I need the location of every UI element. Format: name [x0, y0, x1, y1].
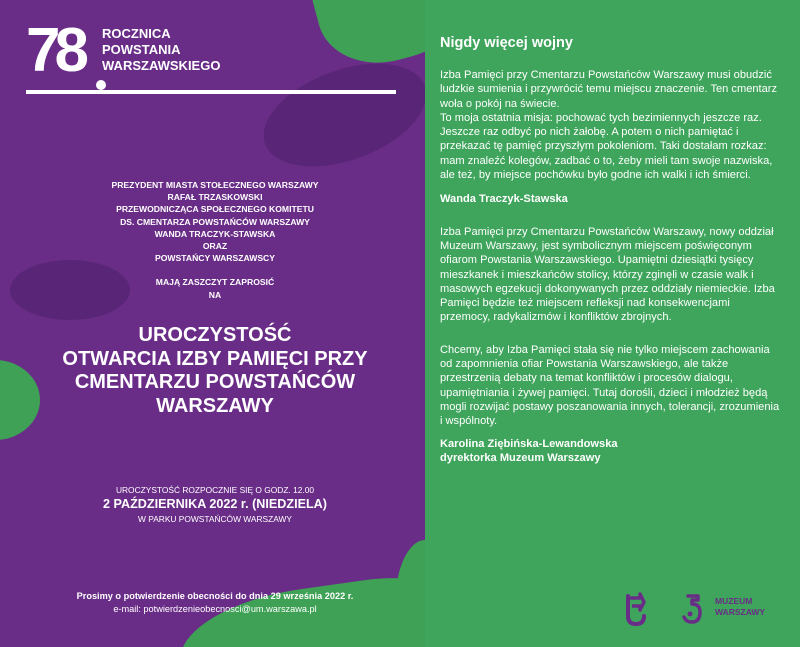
- event-start-time: UROCZYSTOŚĆ ROZPOCZNIE SIĘ O GODZ. 12.00: [115, 485, 315, 495]
- text-panel: [425, 0, 800, 647]
- rsvp-email[interactable]: e-mail: potwierdzenieobecnosci@um.warszawa.pl: [113, 603, 317, 614]
- inviter-line: ORAZ: [202, 241, 228, 252]
- anniversary-text: [102, 26, 220, 74]
- inviter-line: RAFAŁ TRZASKOWSKI: [167, 192, 263, 203]
- event-date: 2 PAŹDZIERNIKA 2022 r. (NIEDZIELA): [103, 497, 327, 511]
- inviters-block: [60, 179, 370, 301]
- logo-line: WARSZAWSKIEGO: [102, 58, 221, 73]
- decor-texture: [250, 44, 425, 187]
- inviter-line: NA: [208, 289, 222, 300]
- event-title: UROCZYSTOŚĆ OTWARCIA IZBY PAMIĘCI PRZY CMENTARZU POWSTAŃCÓW WARSZAWY: [62, 324, 368, 417]
- event-details: [40, 484, 390, 525]
- signature: Wanda Traczyk-Stawska: [440, 193, 568, 206]
- museum-logo-text: MUZEUM WARSZAWY: [715, 596, 766, 617]
- anniversary-number: 78: [26, 16, 83, 85]
- logo-underline: [26, 90, 396, 94]
- logo-dot: [96, 80, 106, 90]
- section-heading: Nigdy więcej wojny: [440, 35, 573, 51]
- inviter-line: DS. CMENTARZA POWSTAŃCÓW WARSZAWY: [120, 216, 310, 227]
- paragraph: Izba Pamięci przy Cmentarzu Powstańców Warszawy, nowy oddział Muzeum Warszawy, jest symbolicznym miejscem poświęconym ofiarom Powstania Warszawskiego. Upamiętni dziesiątki tysięcy mieszkanek i mieszkańców stolicy, którzy zginęli w czasie walk i masowych egzekucji dokonywanych przez oddziały niemieckie. Izba Pamięci będzie też miejscem refleksji nad konsekwencjami przemocy, radykalizmów i konfliktów zbrojnych.: [440, 225, 775, 324]
- inviter-line: WANDA TRACZYK-STAWSKA: [154, 228, 276, 239]
- museum-warsaw-mermaid-icon: [684, 596, 700, 622]
- rsvp-deadline: Prosimy o potwierdzenie obecności do dnia 29 września 2022 r.: [76, 591, 354, 601]
- signature-name: Karolina Ziębińska-Lewandowska: [440, 437, 618, 450]
- inviter-line: PRZEWODNICZĄCA SPOŁECZNEGO KOMITETU: [116, 204, 314, 215]
- inviter-line: PREZYDENT MIASTA STOŁECZNEGO WARSZAWY: [111, 180, 319, 190]
- event-place: W PARKU POWSTAŃCÓW WARSZAWY: [138, 514, 292, 524]
- rsvp-block: [20, 590, 410, 615]
- paragraph: Chcemy, aby Izba Pamięci stała się nie tylko miejscem zachowania od zapomnienia ofiar Powstania Warszawskiego, ale także przestrzenią debaty na temat konfliktów i procesów dialogu, upamiętniania i żywej pamięci. Tutaj dorośli, dzieci i młodzież będą mogli rozwijać postawy poszanowania innych, tolerancji, zrozumienia i wspólnoty.: [440, 343, 780, 428]
- logo-line: ROCZNICA: [102, 26, 171, 41]
- signature-title: dyrektorka Muzeum Warszawy: [440, 451, 601, 464]
- inviter-line: POWSTAŃCY WARSZAWSCY: [155, 253, 275, 264]
- logo-line: POWSTANIA: [102, 42, 181, 57]
- polska-walczaca-anchor-icon: [628, 594, 644, 624]
- paragraph: To moja ostatnia misja: pochować tych bezimiennych jeszcze raz. Jeszcze raz odbyć po nich żałobę. A potem o nich pamiętać i przekazać tę pamięć przyszłym pokoleniom. Taki dostałam rozkaz: mam znaleźć kolegów, zadbać o to, żeby mieli tam swoje nazwiska, ale też, by miejsce pochówku było godne ich walki i ich śmierci.: [440, 111, 773, 182]
- paragraph: Izba Pamięci przy Cmentarzu Powstańców Warszawy musi obudzić ludzkie sumienia i przywrócić temu miejscu znaczenie. Ten cmentarz woła o pokój na świecie.: [440, 69, 778, 110]
- inviter-line: MAJĄ ZASZCZYT ZAPROSIĆ: [155, 277, 275, 288]
